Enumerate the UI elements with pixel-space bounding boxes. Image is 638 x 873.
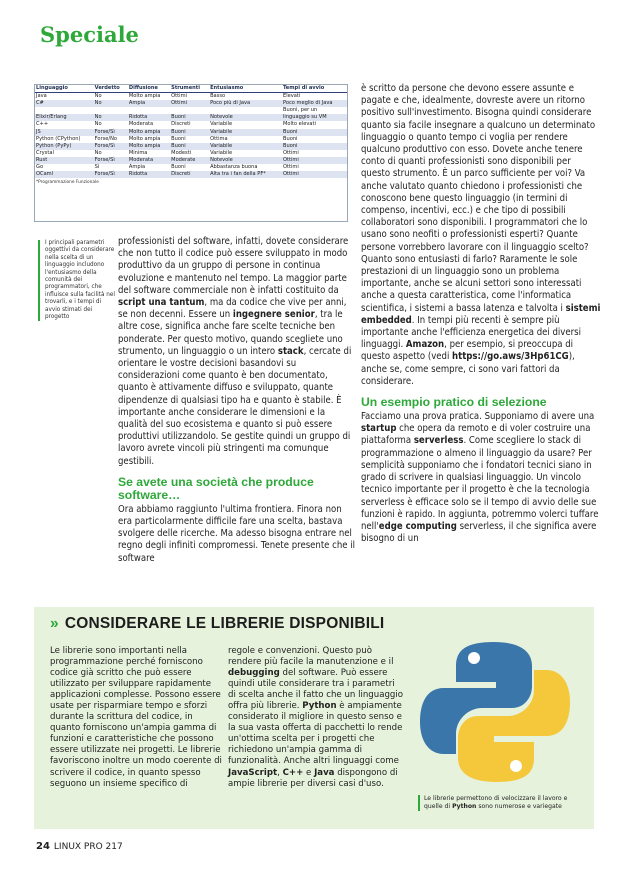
table-cell: Forse/Sì bbox=[94, 157, 128, 164]
text-run: , ma da codice che vive per anni, se non decenni. Essere un bbox=[118, 297, 347, 321]
table-cell: Buoni bbox=[170, 143, 209, 150]
paragraph: Ora abbiamo raggiunto l'ultima frontiera. Finora non era particolarmente difficile fare una scelta, bastava svolgere delle ricerche. Ma adesso bisogna entrare nel regno degli infiniti compromessi. Tenete presente che il software bbox=[118, 503, 355, 564]
table-cell: Variabile bbox=[209, 129, 282, 136]
table-cell: Ridotta bbox=[128, 171, 170, 178]
text-run: ), anche se, come sempre, ci sono vari fattori da considerare. bbox=[361, 351, 575, 387]
bold-term: Amazon bbox=[405, 339, 445, 351]
text-run: , bbox=[277, 767, 283, 778]
table-cell: Variabile bbox=[209, 143, 282, 150]
table-cell bbox=[209, 107, 282, 114]
table-cell: Basso bbox=[210, 93, 226, 100]
table-cell bbox=[94, 107, 128, 114]
paragraph bbox=[361, 411, 601, 545]
bold-term: script una tantum bbox=[118, 297, 205, 309]
table-cell: Ottimi bbox=[282, 157, 347, 164]
table-cell: No bbox=[94, 149, 102, 156]
table-cell: Buoni bbox=[282, 129, 347, 136]
table-row bbox=[35, 107, 347, 114]
table-cell: Ampia bbox=[128, 164, 146, 171]
table-header-cell: Diffusione bbox=[128, 85, 170, 93]
text-run: Le librerie permettono di velocizzare il lavoro e quelle di bbox=[424, 795, 568, 810]
table-cell: Ottimi bbox=[282, 149, 299, 156]
table-cell: Moderata bbox=[128, 121, 154, 128]
table-cell: Ottimi bbox=[282, 164, 299, 171]
table-cell: Modesti bbox=[171, 149, 192, 156]
table-cell: Discreti bbox=[170, 171, 209, 178]
paragraph bbox=[361, 83, 601, 388]
bold-term: JavaScript bbox=[228, 767, 278, 778]
text-run: serverless, il che significa avere bisogno di un bbox=[361, 520, 597, 545]
text-run: , cercate di orientare le vostre decisioni basandovi su considerazioni come quanto è ben documentato, quanto è attivamente diffuso e sviluppato, quante dipendenze di qualsiasi tipo ha e quanto è stabile. È importante anche considerare le dimensioni e la qualità del suo ecosistema e quanto si può essere produttivi utilizzandolo. Se gestite quindi un gruppo di lavoro avrete vincoli più stringenti ma comunque gestibili. bbox=[118, 345, 352, 467]
table-row bbox=[35, 100, 347, 107]
chevron-right-icon: » bbox=[50, 615, 59, 632]
table-cell bbox=[35, 107, 94, 114]
table-row bbox=[35, 150, 347, 157]
box-column-1 bbox=[50, 646, 222, 790]
text-run: . In tempi più recenti è sempre più importante anche l'efficienza energetica dei diversi linguaggi. bbox=[361, 314, 581, 351]
table-cell: Rust bbox=[35, 157, 94, 164]
text-run: , per esempio, si preoccupa di questo aspetto (vedi bbox=[361, 339, 573, 363]
text-run: è ampiamente considerato il migliore in questo senso e la sua vasta offerta di pacchetti lo rende un'ottima scelta per i progetti che richiedono un'ampia gamma di funzionalità. Anche altri linguaggi come bbox=[228, 701, 403, 767]
table-header-cell: Strumenti bbox=[170, 85, 209, 93]
table-cell: Molto ampia bbox=[128, 129, 170, 136]
table-cell: Molto ampia bbox=[128, 135, 161, 142]
table-cell: Python (PyPy) bbox=[35, 143, 94, 150]
table-cell: No bbox=[94, 93, 102, 100]
table-header-cell: Entusiasmo bbox=[209, 85, 282, 93]
text-run: professionisti del software, infatti, dovete considerare che non tutto il codice può essere sviluppato in modo produttivo da un gruppo di persone in continua evoluzione e mantenuto nel tempo. La maggior parte del software commerciale non è infatti costituito da bbox=[118, 236, 349, 296]
table-cell: Minima bbox=[128, 149, 148, 156]
table-header-row bbox=[35, 85, 347, 93]
table-cell bbox=[170, 107, 209, 114]
table-cell: Abbastanza buona bbox=[210, 164, 258, 171]
image-caption bbox=[418, 795, 584, 811]
table-cell: Molto ampia bbox=[128, 93, 161, 100]
text-run: dispongono di ampie librerie per diversi casi d'uso. bbox=[228, 767, 398, 789]
table-cell: Buoni, per un bbox=[282, 107, 318, 114]
bold-term: startup bbox=[361, 423, 397, 435]
bold-term: serverless bbox=[413, 435, 464, 447]
table-cell: Ottima bbox=[210, 135, 228, 142]
table-cell: Ottimi bbox=[282, 171, 347, 178]
table-cell: Moderate bbox=[170, 157, 209, 164]
subheading: Un esempio pratico di selezione bbox=[361, 395, 547, 410]
box-column-2 bbox=[228, 646, 403, 790]
table-cell: JS bbox=[35, 129, 94, 136]
text-run: è scritto da persone che devono essere assunte e pagate e che, idealmente, dovreste avere un ritorno positivo sull'investimento. Bisogna quindi considerare quanto sia facile insegnare a qualcuno un determinato linguaggio o quanto tempo ci voglia per rendere qualcuno produttivo con esso. Dovete anche tenere conto di quanti professionisti sono disponibili per questo strumento. È un parco sufficiente per voi? Va anche valutato quanto chiedono i professionisti che conoscono bene questo linguaggio (in termini di compenso, incentivi, ecc.) e che tipo di possibili collaboratori sono disponibili. I programmatori che lo usano sono neofiti o professionisti esperti? Quante persone vorrebbero lavorare con il linguaggio scelto? Quanto sono entusiasti di farlo? Raramente le sole prestazioni di un linguaggio sono un problema importante, anche se alcuni settori sono interessati anche a questa caratteristica, come l'informatica scientifica, i sistemi a bassa latenza e talvolta i bbox=[361, 83, 596, 314]
table-cell: Elixir/Erlang bbox=[35, 114, 94, 121]
table-cell: Buoni bbox=[170, 129, 209, 136]
table-cell: C# bbox=[35, 100, 94, 107]
table-cell: No bbox=[94, 114, 128, 121]
table-cell: Go bbox=[36, 164, 44, 171]
table-cell: Elevati bbox=[282, 93, 301, 100]
table-row bbox=[35, 121, 347, 128]
table-cell: Ampia bbox=[128, 100, 170, 107]
table-row bbox=[35, 143, 347, 150]
table-cell bbox=[128, 107, 170, 114]
bold-term: C++ bbox=[282, 767, 304, 778]
table-cell: Molto ampia bbox=[128, 143, 170, 150]
page-footer bbox=[36, 841, 123, 852]
text-run: . Come scegliere lo stack di programmazione o almeno il linguaggio da usare? Per semplicità supponiamo che i fondatori tecnici siano in grado di scrivere in qualsiasi linguaggio. Un vincolo tecnico importante per il progetto è che la tecnologia serverless è efficace solo se il tempo di avvio delle sue funzioni è rapido. In aggiunta, potremmo volerci tuffare nell' bbox=[361, 435, 599, 532]
table-cell: Sì bbox=[94, 164, 100, 171]
text-run: che opera da remoto e di voler costruire una piattaforma bbox=[361, 423, 591, 447]
table-cell: No bbox=[94, 121, 102, 128]
column-right bbox=[361, 83, 601, 545]
table-header-cell: Tempi di avvio bbox=[282, 85, 347, 93]
table-cell: linguaggio su VM bbox=[282, 114, 347, 121]
text-run: e bbox=[303, 767, 315, 778]
bold-term: ingegnere senior bbox=[232, 309, 315, 321]
url-link[interactable]: https://go.aws/3Hp61CG bbox=[452, 351, 569, 363]
table-cell: Notevole bbox=[209, 157, 282, 164]
table-row bbox=[35, 157, 347, 164]
bold-term: debugging bbox=[228, 668, 280, 679]
magazine-name: LINUX PRO 217 bbox=[53, 842, 123, 852]
python-logo-svg bbox=[416, 636, 574, 788]
table-cell: Buoni bbox=[282, 143, 347, 150]
table-cell: Notevole bbox=[209, 114, 282, 121]
table-body bbox=[35, 93, 347, 179]
paragraph: Le librerie sono importanti nella programmazione perché forniscono codice già scritto che può essere utilizzato per sviluppare rapidamente applicazioni complesse. Possono essere usate per risparmiare tempo e sforzi durante la scrittura del codice, in quanto forniscono un'ampia gamma di funzioni e caratteristiche che possono essere utilizzate nei progetti. Le librerie favoriscono inoltre un modo coerente di scrivere il codice, in quanto spesso seguono un insieme specifico di bbox=[50, 646, 222, 789]
bold-term: edge computing bbox=[378, 520, 457, 532]
table-row bbox=[35, 164, 347, 171]
table-cell: Buoni bbox=[171, 164, 186, 171]
table-footnote: *Programmazione Funzionale bbox=[36, 180, 99, 186]
table-cell: Forse/No bbox=[94, 135, 118, 142]
bold-term: Java bbox=[314, 767, 335, 778]
table-cell: Ridotta bbox=[128, 114, 170, 121]
table-cell: Ottimi bbox=[170, 100, 209, 107]
table-cell: Python (CPython) bbox=[36, 135, 81, 142]
column-middle bbox=[118, 236, 355, 565]
box-title-text: CONSIDERARE LE LIBRERIE DISPONIBILI bbox=[64, 615, 385, 632]
table-caption: I principali parametri oggettivi da considerare nella scelta di un linguaggio includono l'entusiasmo della comunità dei programmatori, che influisce sulla facilità nel trovarli, e i tempi di avvio stimati dei progetto bbox=[38, 240, 117, 321]
table-cell: Poco meglio di Java bbox=[282, 100, 347, 107]
table-row bbox=[35, 114, 347, 121]
page-number: 24 bbox=[36, 841, 50, 852]
table-cell: C++ bbox=[36, 121, 49, 128]
paragraph bbox=[118, 236, 355, 468]
table-header-cell: Verdetto bbox=[94, 85, 128, 93]
table-cell: Forse/Sì bbox=[94, 129, 128, 136]
table-cell: Poco più di Java bbox=[209, 100, 282, 107]
table-row bbox=[35, 136, 347, 143]
table-cell: No bbox=[94, 100, 128, 107]
text-run: del software. Può essere quindi utile considerare tra i parametri di scelta anche il fatto che un linguaggio offra più librerie. bbox=[228, 668, 404, 712]
table-cell: Ottimi bbox=[171, 93, 187, 100]
table-row bbox=[35, 129, 347, 136]
table-cell: Crystal bbox=[36, 149, 54, 156]
table-cell: Variabile bbox=[210, 149, 233, 156]
bold-term: stack bbox=[277, 345, 304, 357]
table-cell: Forse/Sì bbox=[94, 143, 128, 150]
table-row bbox=[35, 171, 347, 178]
text-run: regole e convenzioni. Questo può rendere più facile la manutenzione e il bbox=[228, 646, 394, 668]
box-title bbox=[50, 615, 384, 633]
table-row bbox=[35, 93, 347, 101]
subheading: Se avete una società che produce software… bbox=[118, 474, 314, 502]
table-cell: OCaml bbox=[35, 171, 94, 178]
table-header-cell: Linguaggio bbox=[35, 85, 94, 93]
bold-term: Python bbox=[302, 701, 337, 712]
text-run: , tra le altre cose, significa anche fare scelte tecniche ben ponderate. Per questo motivo, quando scegliete uno strumento, un linguaggio o un intero bbox=[118, 309, 343, 357]
comparison-table bbox=[34, 84, 348, 222]
text-run: sono numerose e variegate bbox=[476, 803, 562, 810]
bold-term: Python bbox=[452, 803, 477, 810]
text-run: Facciamo una prova pratica. Supponiamo di avere una bbox=[361, 411, 595, 423]
table-cell: Forse/Sì bbox=[94, 171, 128, 178]
table-cell: Discreti bbox=[171, 121, 191, 128]
table-cell: Variabile bbox=[210, 121, 233, 128]
python-logo-icon bbox=[416, 636, 574, 788]
table-cell: Buoni bbox=[171, 135, 186, 142]
bold-term: sistemi embedded bbox=[361, 302, 601, 326]
table-cell: Java bbox=[36, 93, 47, 100]
table-cell: Moderata bbox=[128, 157, 170, 164]
table-cell: Buoni bbox=[282, 135, 298, 142]
table-cell: Molto elevati bbox=[282, 121, 316, 128]
table-cell: Buoni bbox=[170, 114, 209, 121]
paragraph bbox=[228, 646, 403, 790]
section-title: Speciale bbox=[40, 22, 139, 47]
table-cell: Alta tra i fan della PF* bbox=[209, 171, 282, 178]
